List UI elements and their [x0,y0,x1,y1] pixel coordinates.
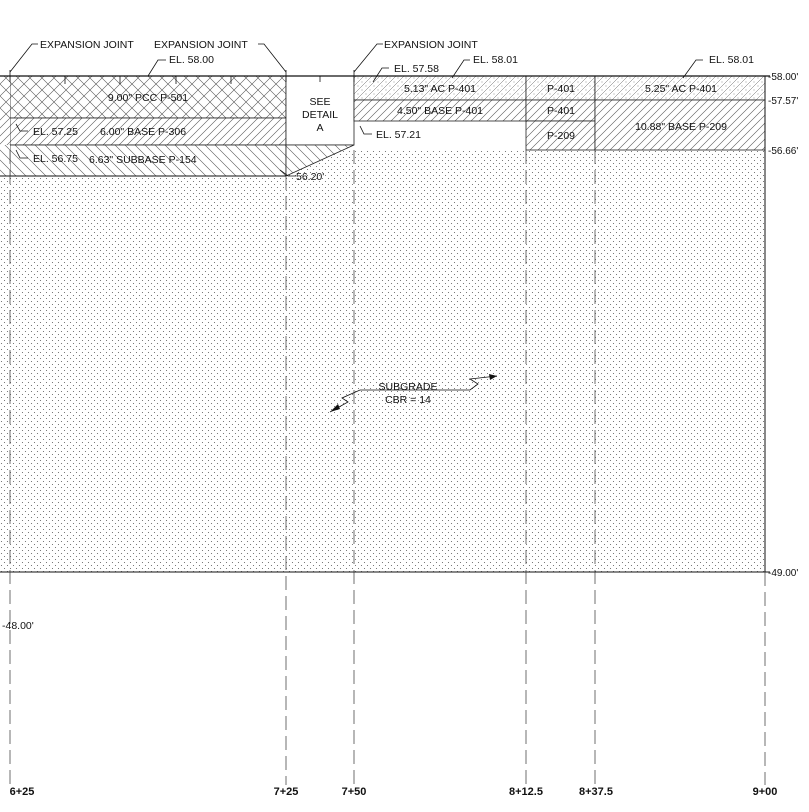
station-label-900: 9+00 [752,786,778,798]
right-elevation-49-00: -49.00' [768,568,799,579]
right-elevation-57-57: -57.57' [768,96,799,107]
elevation-label-48-00: -48.00' [2,620,34,632]
elevation-label-56-75: EL. 56.75 [33,153,78,165]
expansion-joint-label-3: EXPANSION JOINT [384,39,478,51]
elevation-label-58-01-a: EL. 58.01 [473,54,518,66]
right-elevation-58-00: -58.00' [768,72,799,83]
see-detail-line-3: A [316,122,324,134]
station-label-8375: 8+37.5 [579,786,613,798]
station-label-725: 7+25 [273,786,299,798]
elevation-label-57-58: EL. 57.58 [394,63,439,75]
elevation-label-57-21: EL. 57.21 [376,129,421,141]
station-label-8125: 8+12.5 [509,786,543,798]
station-label-625: 6+25 [9,786,35,798]
p401-mid-label: P-401 [546,105,576,117]
elevation-label-58-00: EL. 58.00 [169,54,214,66]
see-detail-line-2: DETAIL [302,109,338,121]
station-label-750: 7+50 [341,786,367,798]
base-306-layer-label: 6.00" BASE P-306 [100,126,187,138]
elevation-label-58-01-b: EL. 58.01 [709,54,754,66]
subgrade-region [0,150,765,572]
p401-top-label: P-401 [546,83,576,95]
ac-401-layer-2-label: 5.25" AC P-401 [644,83,718,95]
pcc-layer-left-edge [0,76,10,118]
elevation-label-56-20: 56.20' [296,171,325,183]
right-elevation-56-66: -56.66' [768,146,799,157]
expansion-joint-label-2: EXPANSION JOINT [154,39,248,51]
ac-401-layer-1-label: 5.13" AC P-401 [403,83,477,95]
elevation-label-57-25: EL. 57.25 [33,126,78,138]
pcc-layer-label: 9.00" PCC P-501 [107,92,189,104]
base-401-layer-label: 4.50" BASE P-401 [396,105,484,117]
p209-label: P-209 [546,130,576,142]
subgrade-cbr-label: CBR = 14 [385,394,431,406]
expansion-joint-label-1: EXPANSION JOINT [40,39,134,51]
subgrade-label: SUBGRADE [378,381,438,393]
see-detail-line-1: SEE [309,96,331,108]
subgrade-region-left [0,176,286,180]
subbase-layer-label: 6.63" SUBBASE P-154 [89,154,197,166]
subbase-left-edge [0,145,10,176]
base-306-left-edge [0,118,10,145]
base-209-layer-label: 10.88" BASE P-209 [635,121,727,133]
